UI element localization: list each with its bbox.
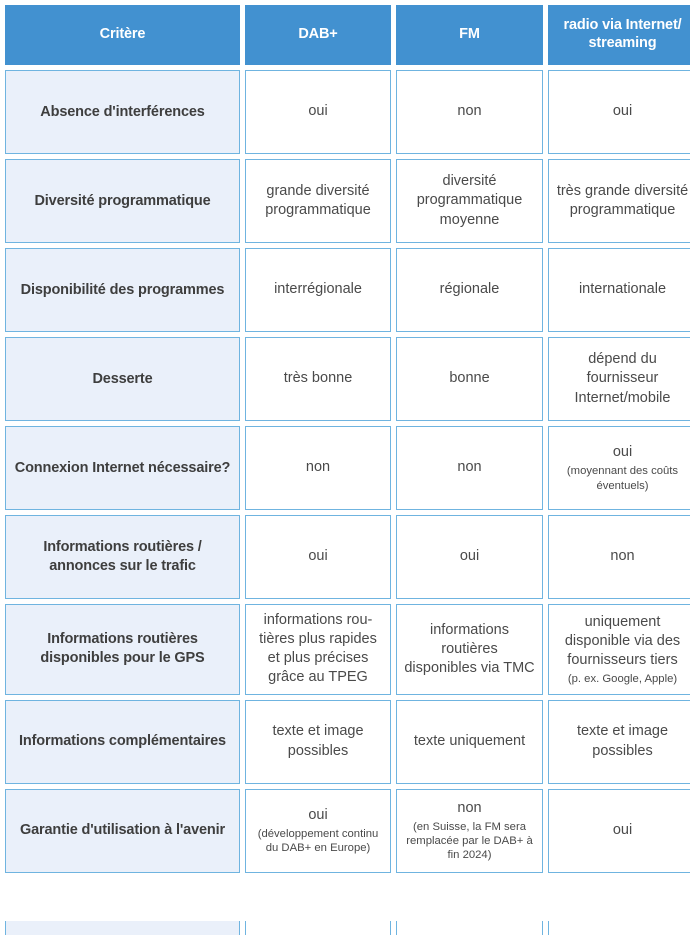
cell-internet: dépend du fournisseur Internet/mobile (548, 337, 690, 421)
next-row-partial (0, 921, 690, 935)
cell-internet-value: oui (612, 444, 633, 461)
header-row (5, 5, 690, 65)
column-header-critere: Critère (5, 5, 240, 65)
cell-dab (245, 789, 391, 873)
cell-dab: interrégionale (245, 248, 391, 332)
cell-internet (548, 604, 690, 695)
next-row-cell-internet-partial (548, 921, 690, 935)
cell-fm-value: non (457, 799, 482, 816)
row-label: Informations routières / annonces sur le trafic (5, 515, 240, 599)
cell-fm: oui (396, 515, 543, 599)
table-row (5, 700, 690, 784)
column-header-dab: DAB+ (245, 5, 391, 65)
row-label: Absence d'interférences (5, 70, 240, 154)
table-row (5, 248, 690, 332)
row-label: Informations complémentaires (5, 700, 240, 784)
cell-fm: diversité programmatique moyenne (396, 159, 543, 243)
next-row-cell-dab-partial (245, 921, 391, 935)
cell-internet (548, 426, 690, 510)
next-row-cell-fm-partial (396, 921, 543, 935)
cell-dab: grande diversité programmatique (245, 159, 391, 243)
cell-fm: texte uniquement (396, 700, 543, 784)
table-row (5, 604, 690, 695)
column-header-internet-line1: radio via Internet/ (563, 17, 682, 34)
cell-internet: internationale (548, 248, 690, 332)
cell-dab: non (245, 426, 391, 510)
cell-dab: très bonne (245, 337, 391, 421)
cell-internet: texte et image possibles (548, 700, 690, 784)
table-row (5, 159, 690, 243)
cell-internet: très grande diversité programmatique (548, 159, 690, 243)
cell-dab-note: (développement continu du DAB+ en Europe) (257, 827, 379, 855)
cell-dab: oui (245, 70, 391, 154)
row-label: Informations routières disponibles pour le GPS (5, 604, 240, 695)
cell-fm (396, 789, 543, 873)
cell-dab: oui (245, 515, 391, 599)
cell-dab: informations rou-tières plus rapides et plus précises grâce au TPEG (245, 604, 391, 695)
row-label: Connexion Internet nécessaire? (5, 426, 240, 510)
row-label: Desserte (5, 337, 240, 421)
cell-internet-value: uniquement disponible via des fournisseurs tiers (564, 613, 681, 668)
cell-internet-note: (moyennant des coûts éventuels) (566, 465, 679, 492)
cell-internet: non (548, 515, 690, 599)
column-header-fm: FM (396, 5, 543, 65)
cell-fm: non (396, 426, 543, 510)
table-row (5, 789, 690, 873)
cell-fm: non (396, 70, 543, 154)
cell-fm: informations routières disponibles via TMC (396, 604, 543, 695)
table-row (5, 426, 690, 510)
table-row (5, 70, 690, 154)
cell-fm-note: (en Suisse, la FM sera remplacée par le DAB+ à fin 2024) (406, 820, 533, 862)
column-header-internet (548, 5, 690, 65)
row-label: Disponibilité des programmes (5, 248, 240, 332)
table-row (5, 337, 690, 421)
row-label: Diversité programmatique (5, 159, 240, 243)
cell-fm: bonne (396, 337, 543, 421)
cell-internet-note: (p. ex. Google, Apple) (567, 672, 678, 685)
cell-dab: texte et image possibles (245, 700, 391, 784)
table-body (5, 70, 690, 873)
column-header-internet-line2: streaming (588, 35, 657, 51)
cell-dab-value: oui (308, 806, 328, 823)
table-header (5, 5, 690, 65)
cell-internet: oui (548, 789, 690, 873)
cell-fm: régionale (396, 248, 543, 332)
cell-internet: oui (548, 70, 690, 154)
next-row-label-partial (5, 921, 240, 935)
row-label: Garantie d'utilisation à l'avenir (5, 789, 240, 873)
table-row (5, 515, 690, 599)
